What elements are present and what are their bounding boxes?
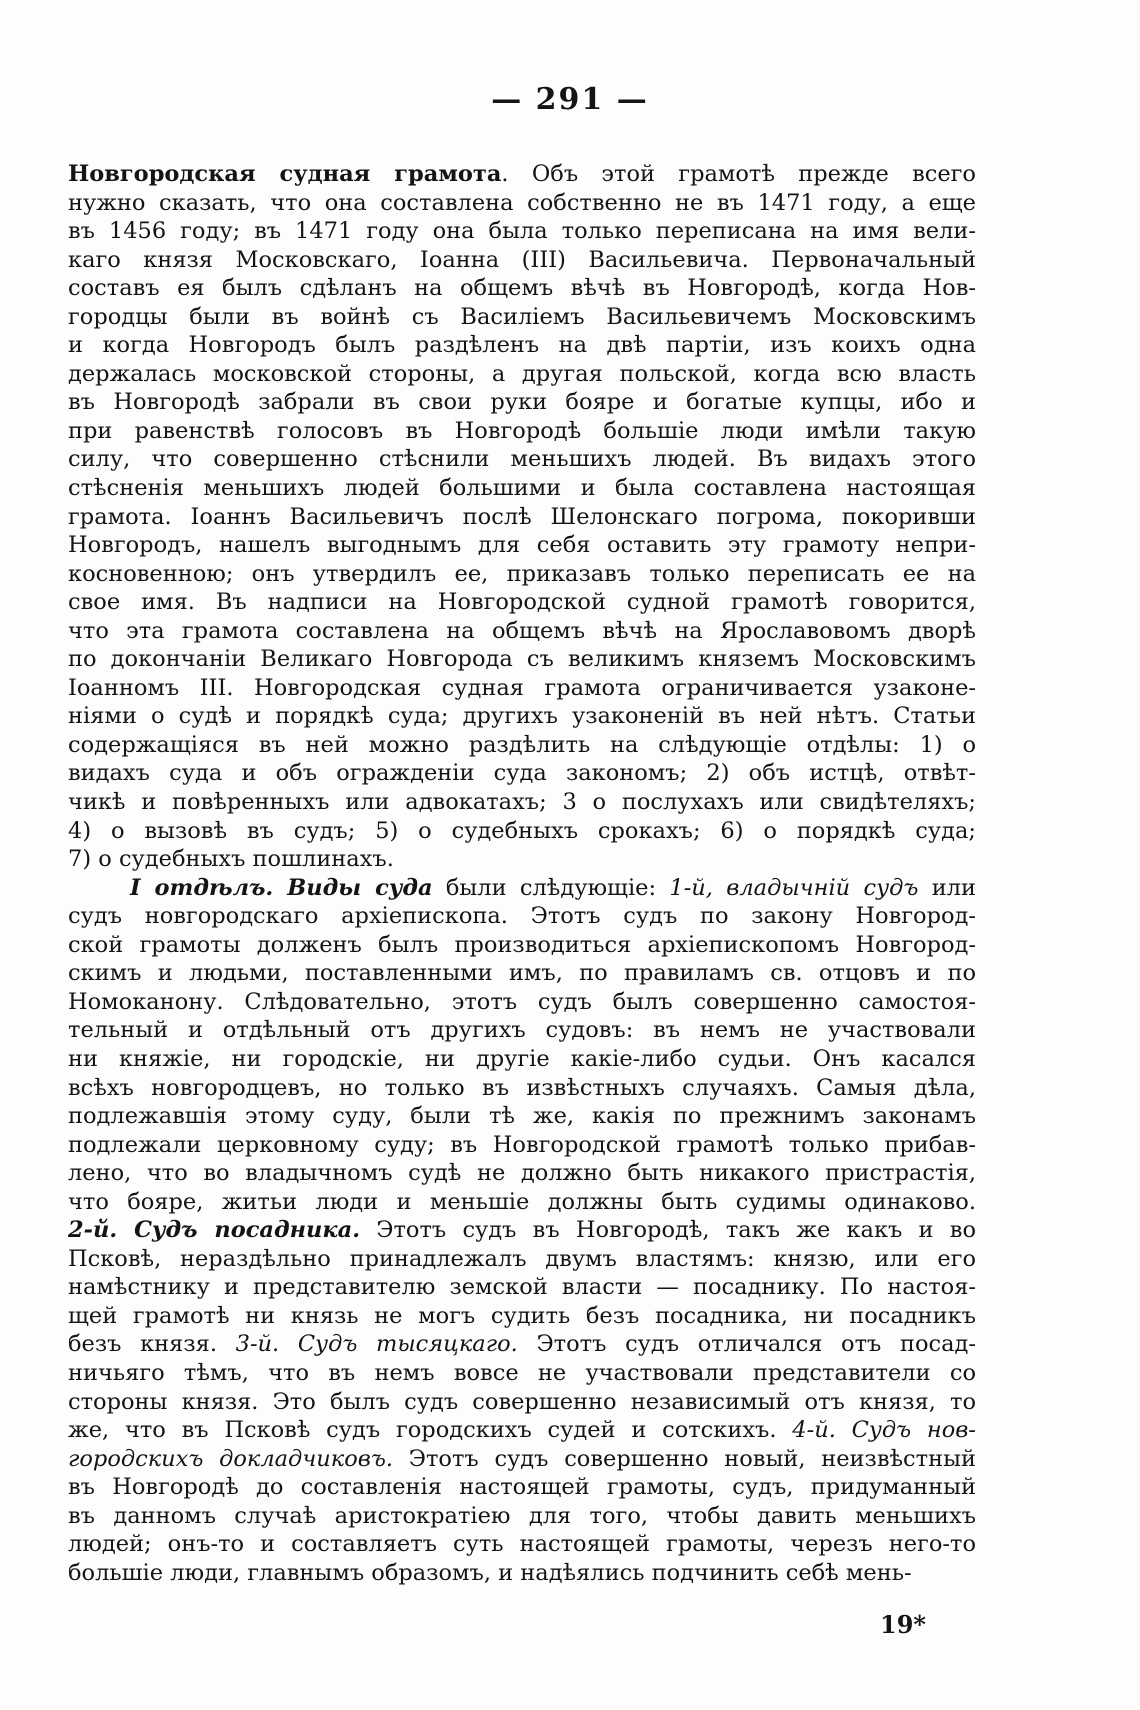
text-segment: или (918, 874, 976, 901)
text-line (68, 1530, 976, 1559)
text-segment: Номоканону. Слѣдовательно, этотъ судъ былъ совершенно самостоя- (68, 988, 976, 1015)
text-segment: людей; онъ-то и составляетъ суть настоящей грамоты, черезъ него-то (68, 1531, 976, 1558)
text-segment: что бояре, житьи люди и меньшіе должны быть судимы одинаково. (68, 1188, 976, 1215)
text-line (68, 817, 976, 846)
text-line (68, 931, 976, 960)
text-segment: намѣстнику и представителю земской власти — посаднику. По настоя- (68, 1274, 976, 1301)
text-segment: подлежали церковному суду; въ Новгородской грамотѣ только прибав- (68, 1131, 976, 1158)
text-line (68, 560, 976, 589)
text-segment: по докончаніи Великаго Новгорода съ великимъ княземъ Московскимъ (68, 646, 976, 673)
text-line (68, 331, 976, 360)
text-segment: 7) о судебныхъ пошлинахъ. (68, 846, 394, 873)
text-segment: судъ новгородскаго архіепископа. Этотъ судъ по закону Новгород- (68, 903, 976, 930)
text-line (68, 874, 976, 903)
text-line (68, 303, 976, 332)
text-segment: стороны князя. Это былъ судъ совершенно независимый отъ князя, то (68, 1388, 976, 1415)
text-segment: Этотъ судъ въ Новгородѣ, такъ же какъ и во (360, 1217, 976, 1244)
text-segment: большіе люди, главнымъ образомъ, и надѣялись подчинить себѣ мень- (68, 1559, 912, 1586)
text-line (68, 1302, 976, 1331)
text-segment: 3-й. Судъ тысяцкаго. (235, 1331, 518, 1358)
text-segment: ничьяго тѣмъ, что въ немъ вовсе не участвовали представители со (68, 1359, 976, 1386)
signature-mark: 19* (880, 1610, 926, 1639)
text-line (68, 274, 976, 303)
text-segment: были слѣдующіе: (432, 874, 670, 901)
text-line (68, 1045, 976, 1074)
text-segment: лено, что во владычномъ судѣ не должно быть никакого пристрастія, (68, 1160, 976, 1187)
text-line (68, 189, 976, 218)
text-segment: щей грамотѣ ни князь не могъ судить безъ посадника, ни посадникъ (68, 1302, 976, 1329)
text-segment: нужно сказать, что она составлена собственно не въ 1471 году, а еще (68, 189, 976, 216)
text-line (68, 959, 976, 988)
text-segment: видахъ суда и объ огражденіи суда закономъ; 2) объ истцѣ, отвѣт- (68, 760, 976, 787)
text-segment: подлежавшія этому суду, были тѣ же, какія по прежнимъ законамъ (68, 1103, 976, 1130)
text-line (68, 588, 976, 617)
text-segment: свое имя. Въ надписи на Новгородской судной грамотѣ говорится, (68, 589, 976, 616)
text-line (68, 474, 976, 503)
text-line (68, 1559, 976, 1588)
text-line (68, 417, 976, 446)
text-segment: при равенствѣ голосовъ въ Новгородѣ большіе люди имѣли такую (68, 417, 976, 444)
text-segment: . Объ этой грамотѣ прежде всего (501, 161, 976, 187)
text-segment: безъ князя. (68, 1331, 236, 1358)
text-line (68, 217, 976, 246)
body-text (68, 160, 976, 1587)
text-segment: 1-й, владычній судъ (669, 874, 919, 901)
text-line (68, 1016, 976, 1045)
text-segment: въ 1456 году; въ 1471 году она была только переписана на имя вели- (68, 218, 976, 245)
text-segment: городскихъ докладчиковъ. (68, 1445, 394, 1472)
text-segment: силу, что совершенно стѣснили меньшихъ людей. Въ видахъ этого (68, 446, 976, 473)
text-line (68, 1102, 976, 1131)
text-line (68, 1416, 976, 1445)
text-segment: составъ ея былъ сдѣланъ на общемъ вѣчѣ въ Новгородѣ, когда Нов- (68, 275, 976, 302)
text-line (68, 1159, 976, 1188)
text-line (68, 1388, 976, 1417)
text-line (68, 645, 976, 674)
text-line (68, 1359, 976, 1388)
text-segment: I отдѣлъ. Виды суда (130, 874, 433, 901)
text-segment: 2-й. Судъ посадника. (68, 1217, 361, 1244)
text-line (68, 503, 976, 532)
text-line (68, 445, 976, 474)
text-line (68, 1188, 976, 1217)
text-line (68, 1273, 976, 1302)
text-line (68, 1445, 976, 1474)
text-segment: Новгородская судная грамота (68, 161, 502, 187)
text-segment: ніями о судѣ и порядкѣ суда; другихъ узаконеній въ ней нѣтъ. Статьи (68, 703, 976, 730)
text-line (68, 617, 976, 646)
text-line (68, 1473, 976, 1502)
text-segment: Этотъ судъ отличался отъ посад- (517, 1331, 976, 1358)
text-segment: ской грамоты долженъ былъ производиться архіепископомъ Новгород- (68, 931, 976, 958)
text-line (68, 360, 976, 389)
text-line (68, 902, 976, 931)
text-segment: въ Новгородѣ забрали въ свои руки бояре и богатые купцы, ибо и (68, 389, 976, 416)
text-line (68, 388, 976, 417)
text-segment: что эта грамота составлена на общемъ вѣчѣ на Ярославовомъ дворѣ (68, 617, 976, 644)
text-segment: Новгородъ, нашелъ выгоднымъ для себя оставить эту грамоту непри- (68, 532, 976, 559)
text-line (68, 845, 976, 874)
text-segment: Псковѣ, нераздѣльно принадлежалъ двумъ властямъ: князю, или его (68, 1245, 976, 1272)
text-segment: въ Новгородѣ до составленія настоящей грамоты, судъ, придуманный (68, 1474, 976, 1501)
text-line (68, 731, 976, 760)
text-segment: ни княжіе, ни городскіе, ни другіе какіе-либо судьи. Онъ касался (68, 1045, 976, 1072)
text-segment: 4-й. Судъ нов- (792, 1417, 976, 1444)
text-line (68, 1074, 976, 1103)
text-segment: городцы были въ войнѣ съ Василіемъ Васильевичемъ Московскимъ (68, 303, 976, 330)
text-segment: каго князя Московскаго, Іоанна (III) Васильевича. Первоначальный (68, 246, 976, 273)
text-segment: Этотъ судъ совершенно новый, неизвѣстный (393, 1445, 976, 1472)
text-line (68, 674, 976, 703)
text-segment: тельный и отдѣльный отъ другихъ судовъ: въ немъ не участвовали (68, 1017, 976, 1044)
text-segment: содержащіяся въ ней можно раздѣлить на слѣдующіе отдѣлы: 1) о (68, 731, 976, 758)
page-number: — 291 — (491, 82, 649, 117)
text-line (68, 759, 976, 788)
text-segment: всѣхъ новгородцевъ, но только въ извѣстныхъ случаяхъ. Самыя дѣла, (68, 1074, 976, 1101)
text-segment: косновенною; онъ утвердилъ ее, приказавъ только переписать ее на (68, 560, 976, 587)
text-segment: Іоанномъ III. Новгородская судная грамота ограничивается узаконе- (68, 674, 976, 701)
text-line (68, 531, 976, 560)
text-line (68, 702, 976, 731)
text-line (68, 1245, 976, 1274)
text-line (68, 788, 976, 817)
text-line (68, 1131, 976, 1160)
text-line (68, 1502, 976, 1531)
text-segment: чикѣ и повѣренныхъ или адвокатахъ; 3 о послухахъ или свидѣтеляхъ; (68, 789, 976, 816)
text-segment: скимъ и людьми, поставленными имъ, по правиламъ св. отцовъ и по (68, 960, 976, 987)
text-segment: въ данномъ случаѣ аристократіею для того, чтобы давить меньшихъ (68, 1502, 976, 1529)
text-segment: грамота. Іоаннъ Васильевичъ послѣ Шелонскаго погрома, покоривши (68, 503, 976, 530)
text-line (68, 160, 976, 189)
text-line (68, 1216, 976, 1245)
text-segment: и когда Новгородъ былъ раздѣленъ на двѣ партіи, изъ коихъ одна (68, 332, 976, 359)
text-line (68, 246, 976, 275)
text-segment: 4) о вызовѣ въ судъ; 5) о судебныхъ срокахъ; 6) о порядкѣ суда; (68, 817, 976, 844)
text-line (68, 1330, 976, 1359)
text-line (68, 988, 976, 1017)
text-segment: же, что въ Псковѣ судъ городскихъ судей и сотскихъ. (68, 1417, 793, 1444)
text-segment: держалась московской стороны, а другая польской, когда всю власть (68, 360, 976, 387)
text-segment: стѣсненія меньшихъ людей большими и была составлена настоящая (68, 475, 976, 502)
